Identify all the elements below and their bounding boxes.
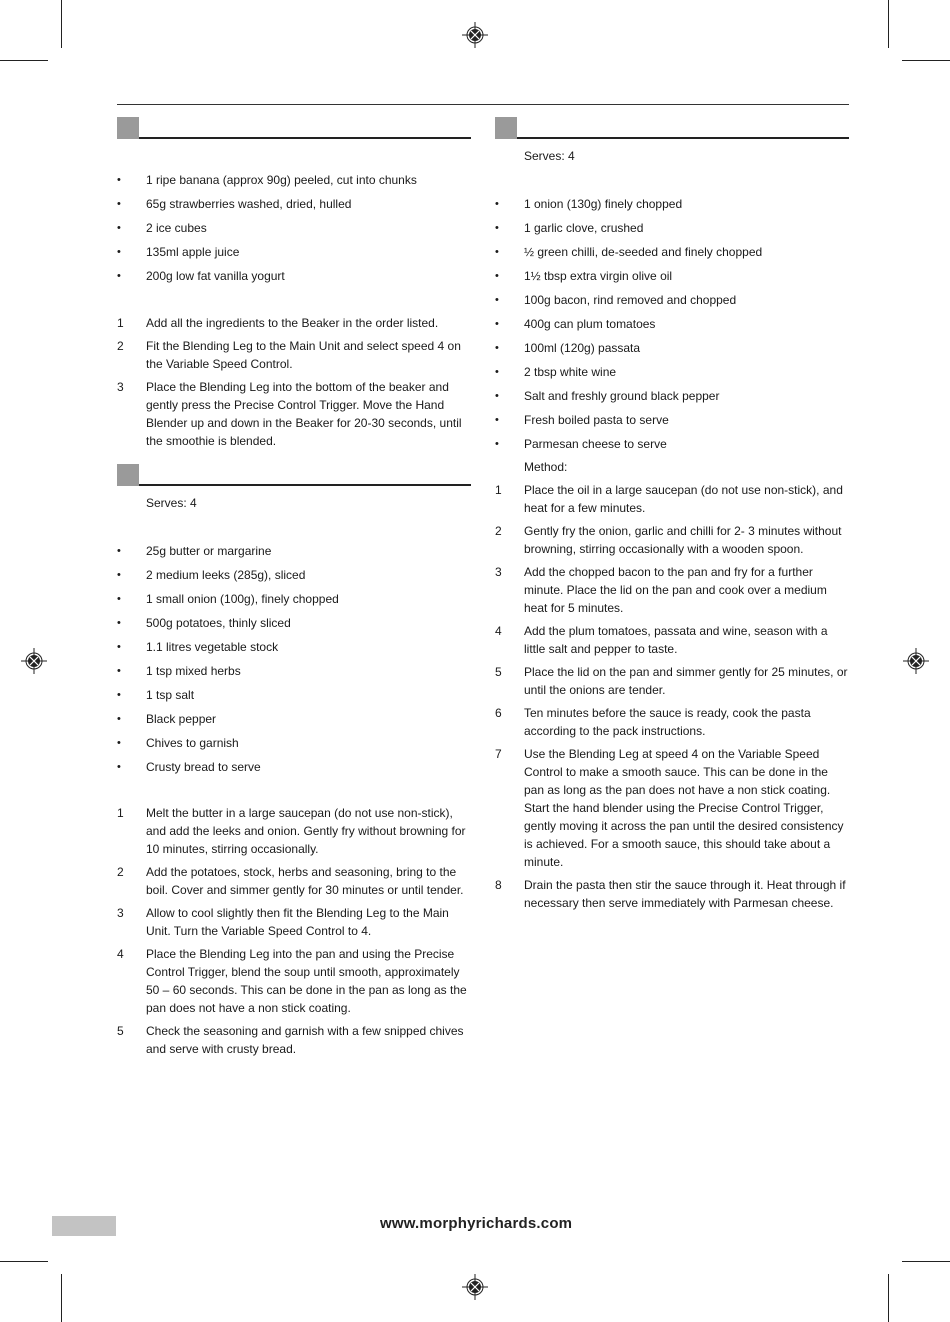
crop-mark	[0, 1261, 48, 1262]
ingredient-item	[117, 758, 471, 776]
section-rule	[517, 137, 849, 139]
footer-website-url: www.morphyrichards.com	[380, 1215, 573, 1232]
method-step	[495, 622, 849, 658]
crop-mark	[902, 1261, 950, 1262]
step-number: 5	[495, 665, 502, 679]
ingredient-item	[117, 267, 471, 285]
step-number: 4	[495, 624, 502, 638]
step-text: Add all the ingredients to the Beaker in the order listed.	[146, 316, 439, 330]
ingredient-text: Chives to garnish	[146, 736, 239, 750]
step-number: 2	[117, 339, 124, 353]
ingredient-item	[495, 339, 849, 357]
ingredient-item	[117, 590, 471, 608]
ingredient-text: ½ green chilli, de-seeded and finely chopped	[524, 245, 763, 259]
step-number: 1	[117, 806, 124, 820]
step-number: 3	[495, 565, 502, 579]
bullet-icon: •	[117, 270, 121, 282]
ingredient-item	[495, 363, 849, 381]
ingredient-text: 2 ice cubes	[146, 221, 207, 235]
registration-mark-icon	[462, 1274, 488, 1300]
section-marker	[117, 464, 139, 486]
ingredient-item	[117, 195, 471, 213]
ingredient-text: 1 onion (130g) finely chopped	[524, 197, 683, 211]
step-text: Place the lid on the pan and simmer gently for 25 minutes, or until the onions are tender.	[524, 665, 848, 697]
bullet-icon: •	[117, 545, 121, 557]
pasta-serves: Serves: 4	[524, 149, 575, 163]
method-step	[495, 522, 849, 558]
method-step	[117, 314, 471, 332]
ingredient-text: 100g bacon, rind removed and chopped	[524, 293, 737, 307]
ingredient-item	[495, 435, 849, 453]
ingredient-item	[117, 638, 471, 656]
ingredient-item	[117, 662, 471, 680]
ingredient-item	[117, 542, 471, 560]
method-step	[495, 876, 849, 912]
crop-mark	[0, 60, 48, 61]
ingredient-text: 400g can plum tomatoes	[524, 317, 656, 331]
bullet-icon: •	[495, 366, 499, 378]
ingredient-item	[495, 243, 849, 261]
step-text: Place the Blending Leg into the pan and using the Precise Control Trigger, blend the soup until smooth, approximately 50 – 60 seconds. This can be done in the pan as long as the pan does not have a non stick coating.	[146, 947, 467, 1015]
method-step	[117, 945, 471, 1017]
bullet-icon: •	[117, 665, 121, 677]
ingredient-text: 1 garlic clove, crushed	[524, 221, 644, 235]
step-text: Melt the butter in a large saucepan (do not use non-stick), and add the leeks and onion. Gently fry without browning for 10 minutes, stirring occasionally.	[146, 806, 466, 856]
ingredient-text: 200g low fat vanilla yogurt	[146, 269, 285, 283]
bullet-icon: •	[495, 414, 499, 426]
ingredient-text: 2 medium leeks (285g), sliced	[146, 568, 306, 582]
ingredient-text: 1 ripe banana (approx 90g) peeled, cut into chunks	[146, 173, 417, 187]
pasta-method-list	[495, 481, 849, 917]
ingredient-item	[495, 219, 849, 237]
crop-mark	[888, 1274, 889, 1322]
bullet-icon: •	[117, 593, 121, 605]
step-text: Fit the Blending Leg to the Main Unit and select speed 4 on the Variable Speed Control.	[146, 339, 461, 371]
pasta-ingredients-list	[495, 195, 849, 459]
ingredient-item	[117, 614, 471, 632]
step-number: 4	[117, 947, 124, 961]
ingredient-item	[495, 411, 849, 429]
step-number: 1	[495, 483, 502, 497]
pasta-section-header	[495, 117, 849, 139]
section-rule	[139, 137, 471, 139]
step-text: Allow to cool slightly then fit the Blending Leg to the Main Unit. Turn the Variable Speed Control to 4.	[146, 906, 449, 938]
ingredient-text: Salt and freshly ground black pepper	[524, 389, 720, 403]
method-step	[117, 378, 471, 450]
ingredient-text: Parmesan cheese to serve	[524, 437, 667, 451]
ingredient-item	[117, 566, 471, 584]
ingredient-text: 500g potatoes, thinly sliced	[146, 616, 291, 630]
step-number: 3	[117, 906, 124, 920]
ingredient-text: 1 tsp salt	[146, 688, 195, 702]
step-number: 2	[117, 865, 124, 879]
method-step	[117, 804, 471, 858]
step-text: Ten minutes before the sauce is ready, cook the pasta according to the pack instructions.	[524, 706, 811, 738]
step-text: Drain the pasta then stir the sauce through it. Heat through if necessary then serve immediately with Parmesan cheese.	[524, 878, 846, 910]
ingredient-text: 1 tsp mixed herbs	[146, 664, 241, 678]
bullet-icon: •	[117, 689, 121, 701]
step-number: 2	[495, 524, 502, 538]
method-step	[495, 704, 849, 740]
bullet-icon: •	[495, 342, 499, 354]
ingredient-text: 25g butter or margarine	[146, 544, 272, 558]
ingredient-text: 2 tbsp white wine	[524, 365, 617, 379]
crop-mark	[902, 60, 950, 61]
section-marker	[495, 117, 517, 139]
method-step	[495, 481, 849, 517]
ingredient-item	[117, 686, 471, 704]
bullet-icon: •	[495, 438, 499, 450]
soup-ingredients-list	[117, 542, 471, 782]
method-step	[495, 663, 849, 699]
method-step	[117, 1022, 471, 1058]
crop-mark	[61, 0, 62, 48]
bullet-icon: •	[495, 222, 499, 234]
ingredient-item	[495, 387, 849, 405]
soup-serves: Serves: 4	[146, 496, 197, 510]
bullet-icon: •	[495, 390, 499, 402]
bullet-icon: •	[495, 198, 499, 210]
step-number: 7	[495, 747, 502, 761]
step-text: Place the Blending Leg into the bottom of the beaker and gently press the Precise Control Trigger. Move the Hand Blender up and down in the Beaker for 20-30 seconds, until the smoothie is blended.	[146, 380, 462, 448]
step-text: Check the seasoning and garnish with a few snipped chives and serve with crusty bread.	[146, 1024, 464, 1056]
smoothie-section-header	[117, 117, 471, 139]
bullet-icon: •	[495, 294, 499, 306]
method-step	[117, 863, 471, 899]
ingredient-text: 1.1 litres vegetable stock	[146, 640, 279, 654]
ingredient-text: 100ml (120g) passata	[524, 341, 641, 355]
registration-mark-icon	[903, 648, 929, 674]
step-number: 1	[117, 316, 124, 330]
ingredient-item	[495, 195, 849, 213]
ingredient-text: Crusty bread to serve	[146, 760, 261, 774]
step-text: Add the plum tomatoes, passata and wine, season with a little salt and pepper to taste.	[524, 624, 828, 656]
step-text: Gently fry the onion, garlic and chilli for 2- 3 minutes without browning, stirring occasionally with a wooden spoon.	[524, 524, 842, 556]
step-number: 6	[495, 706, 502, 720]
ingredient-text: 135ml apple juice	[146, 245, 240, 259]
top-rule	[117, 104, 849, 105]
bullet-icon: •	[495, 246, 499, 258]
ingredient-item	[117, 734, 471, 752]
method-step	[495, 563, 849, 617]
step-number: 3	[117, 380, 124, 394]
bullet-icon: •	[117, 641, 121, 653]
ingredient-text: 65g strawberries washed, dried, hulled	[146, 197, 352, 211]
ingredient-item	[117, 171, 471, 189]
soup-section-header	[117, 464, 471, 486]
ingredient-text: 1½ tbsp extra virgin olive oil	[524, 269, 673, 283]
bullet-icon: •	[117, 713, 121, 725]
bullet-icon: •	[495, 270, 499, 282]
ingredient-item	[495, 315, 849, 333]
crop-mark	[888, 0, 889, 48]
step-text: Add the chopped bacon to the pan and fry for a further minute. Place the lid on the pan and cook over a medium heat for 5 minutes.	[524, 565, 827, 615]
bullet-icon: •	[117, 174, 121, 186]
crop-mark	[61, 1274, 62, 1322]
smoothie-ingredients-list	[117, 171, 471, 291]
bullet-icon: •	[117, 737, 121, 749]
smoothie-method-list	[117, 314, 471, 455]
method-step	[117, 337, 471, 373]
ingredient-text: 1 small onion (100g), finely chopped	[146, 592, 339, 606]
step-text: Add the potatoes, stock, herbs and seasoning, bring to the boil. Cover and simmer gently for 30 minutes or until tender.	[146, 865, 464, 897]
bullet-icon: •	[117, 198, 121, 210]
ingredient-text: Fresh boiled pasta to serve	[524, 413, 669, 427]
step-text: Use the Blending Leg at speed 4 on the Variable Speed Control to make a smooth sauce. This can be done in the pan as long as the pan does not have a non stick coating. Start the hand blender using the Precise Control Trigger, gently moving it across the pan until the desired consistency is achieved. For a smooth sauce, this should take about a minute.	[524, 747, 844, 869]
soup-method-list	[117, 804, 471, 1063]
bullet-icon: •	[117, 761, 121, 773]
ingredient-text: Black pepper	[146, 712, 217, 726]
bullet-icon: •	[117, 222, 121, 234]
bullet-icon: •	[117, 617, 121, 629]
ingredient-item	[117, 243, 471, 261]
pasta-method-label: Method:	[524, 460, 568, 474]
step-number: 5	[117, 1024, 124, 1038]
ingredient-item	[117, 710, 471, 728]
registration-mark-icon	[462, 22, 488, 48]
method-step	[495, 745, 849, 871]
ingredient-item	[117, 219, 471, 237]
section-rule	[139, 484, 471, 486]
section-marker	[117, 117, 139, 139]
page-number-tab	[52, 1216, 116, 1236]
step-text: Place the oil in a large saucepan (do not use non-stick), and heat for a few minutes.	[524, 483, 843, 515]
bullet-icon: •	[495, 318, 499, 330]
bullet-icon: •	[117, 246, 121, 258]
method-step	[117, 904, 471, 940]
registration-mark-icon	[21, 648, 47, 674]
bullet-icon: •	[117, 569, 121, 581]
step-number: 8	[495, 878, 502, 892]
ingredient-item	[495, 267, 849, 285]
ingredient-item	[495, 291, 849, 309]
